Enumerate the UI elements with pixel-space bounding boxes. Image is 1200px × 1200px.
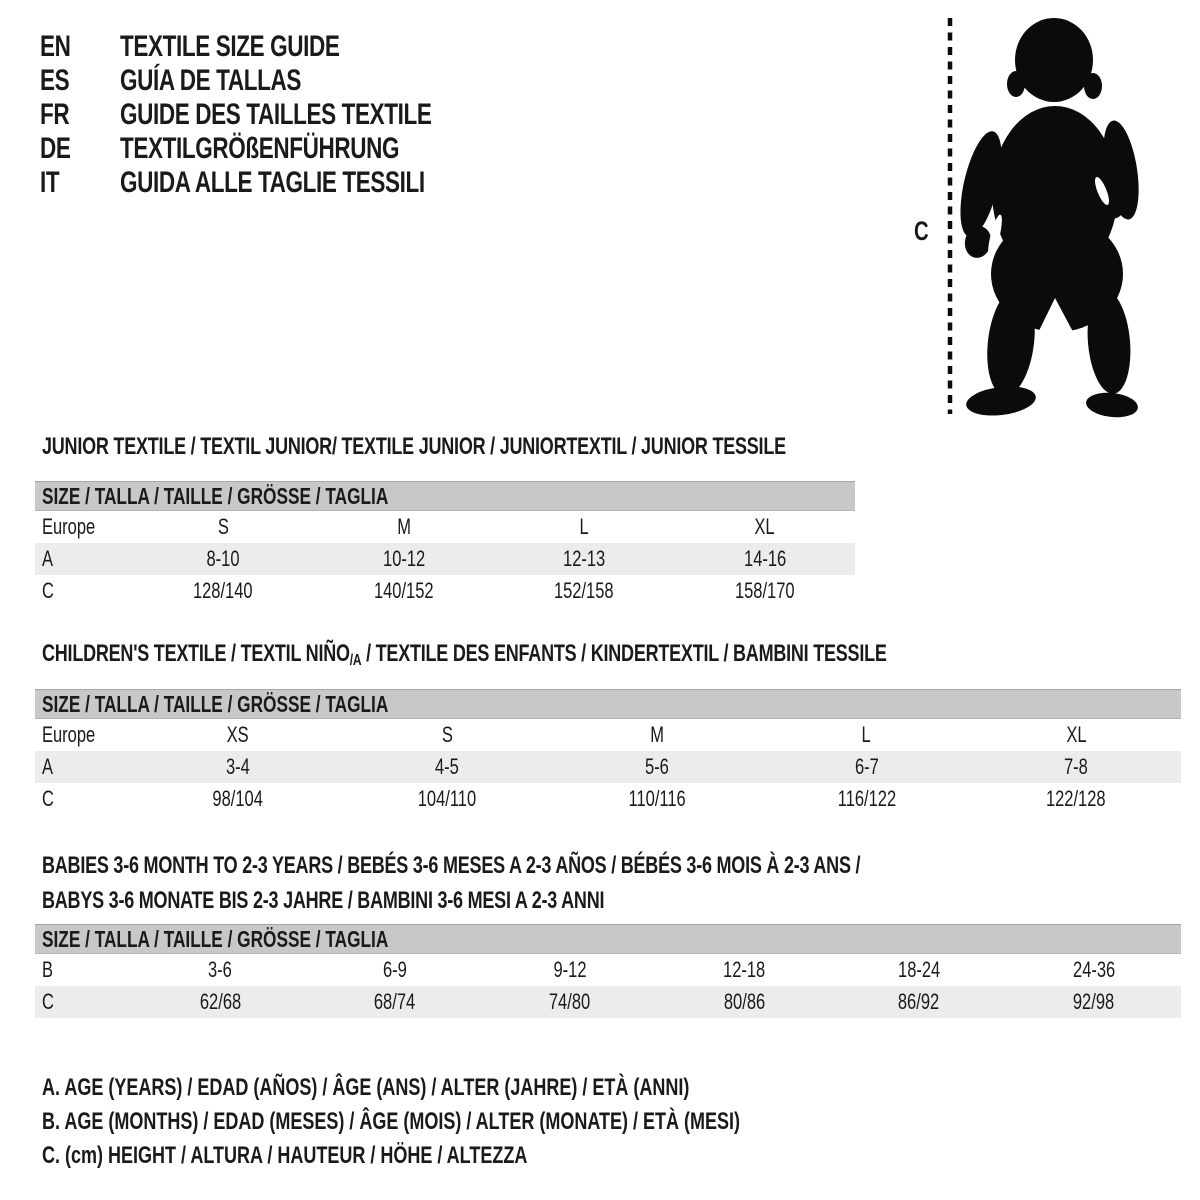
size-cell: 62/68 bbox=[199, 989, 241, 1014]
babies-title-line1: BABIES 3-6 MONTH TO 2-3 YEARS / BEBÉS 3-6 MESES A 2-3 AÑOS / BÉBÉS 3-6 MOIS À 2-3 ANS / bbox=[42, 852, 861, 879]
babies-size-table bbox=[35, 924, 1181, 1018]
children-row-europe bbox=[35, 719, 1181, 751]
legend-height-cm: C. (cm) HEIGHT / ALTURA / HAUTEUR / HÖHE / ALTEZZA bbox=[42, 1142, 528, 1169]
junior-table-header: SIZE / TALLA / TAILLE / GRÖSSE / TAGLIA bbox=[35, 481, 855, 511]
size-cell: 122/128 bbox=[1046, 786, 1106, 811]
babies-section-title bbox=[42, 848, 1133, 918]
babies-table-header: SIZE / TALLA / TAILLE / GRÖSSE / TAGLIA bbox=[35, 924, 1181, 954]
measurement-legend bbox=[42, 1071, 973, 1173]
lang-code-en: EN bbox=[40, 30, 71, 63]
lang-code-fr: FR bbox=[40, 98, 70, 131]
row-label: B bbox=[42, 957, 54, 982]
size-cell: 110/116 bbox=[628, 786, 686, 811]
height-measure-label: C bbox=[914, 216, 929, 246]
size-cell: 80/86 bbox=[723, 989, 765, 1014]
children-table-header: SIZE / TALLA / TAILLE / GRÖSSE / TAGLIA bbox=[35, 689, 1181, 719]
lang-code-es: ES bbox=[40, 64, 70, 97]
size-cell: 10-12 bbox=[382, 546, 425, 571]
legend-age-years: A. AGE (YEARS) / EDAD (AÑOS) / ÂGE (ANS) / ALTER (JAHRE) / ETÀ (ANNI) bbox=[42, 1074, 690, 1101]
lang-code-de: DE bbox=[40, 132, 71, 165]
size-cell: XL bbox=[1066, 722, 1087, 747]
lang-row-es bbox=[40, 64, 535, 98]
babies-row-height bbox=[35, 986, 1181, 1018]
size-cell: 158/170 bbox=[734, 578, 795, 603]
size-cell: 12-18 bbox=[723, 957, 766, 982]
junior-row-height bbox=[35, 575, 855, 607]
row-label: C bbox=[42, 578, 54, 603]
lang-title-es: GUÍA DE TALLAS bbox=[120, 64, 301, 97]
size-cell: 3-4 bbox=[225, 754, 250, 779]
row-label: A bbox=[42, 546, 54, 571]
row-label: C bbox=[42, 989, 54, 1014]
size-cell: M bbox=[396, 514, 411, 539]
children-section-title: CHILDREN'S TEXTILE / TEXTIL $NIÑO_{/A}$ / TEXTILE DES ENFANTS / KINDERTEXTIL / BAMBINI TESSILE bbox=[42, 640, 887, 669]
lang-title-de: TEXTILGRÖßENFÜHRUNG bbox=[120, 132, 400, 165]
lang-row-en bbox=[40, 30, 535, 64]
children-size-table bbox=[35, 689, 1181, 815]
junior-row-europe bbox=[35, 511, 855, 543]
size-cell: 152/158 bbox=[554, 578, 615, 603]
size-cell: 14-16 bbox=[743, 546, 786, 571]
size-cell: 128/140 bbox=[193, 578, 254, 603]
lang-title-en: TEXTILE SIZE GUIDE bbox=[120, 30, 340, 63]
size-cell: 104/110 bbox=[418, 786, 477, 811]
lang-row-fr bbox=[40, 98, 535, 132]
children-row-age bbox=[35, 751, 1181, 783]
junior-section-title: JUNIOR TEXTILE / TEXTIL JUNIOR/ TEXTILE JUNIOR / JUNIORTEXTIL / JUNIOR TESSILE bbox=[42, 433, 786, 460]
size-cell: 6-7 bbox=[854, 754, 879, 779]
size-cell: 6-9 bbox=[383, 957, 407, 982]
children-row-height bbox=[35, 783, 1181, 815]
size-cell: 18-24 bbox=[897, 957, 941, 982]
size-cell: 24-36 bbox=[1072, 957, 1115, 982]
size-cell: 116/122 bbox=[837, 786, 896, 811]
toddler-silhouette-icon bbox=[905, 12, 1165, 422]
size-cell: 140/152 bbox=[373, 578, 434, 603]
row-label: Europe bbox=[42, 722, 96, 747]
lang-code-it: IT bbox=[40, 166, 60, 199]
size-cell: 86/92 bbox=[898, 989, 940, 1014]
row-label: C bbox=[42, 786, 54, 811]
size-cell: S bbox=[441, 722, 453, 747]
title-subscript: /A bbox=[349, 652, 362, 669]
size-cell: 12-13 bbox=[563, 546, 606, 571]
language-title-block bbox=[40, 30, 535, 200]
babies-title-line2: BABYS 3-6 MONATE BIS 2-3 JAHRE / BAMBINI 3-6 MESI A 2-3 ANNI bbox=[42, 887, 605, 914]
size-cell: S bbox=[217, 514, 229, 539]
junior-size-table bbox=[35, 481, 855, 607]
size-cell: 9-12 bbox=[553, 957, 587, 982]
junior-row-age bbox=[35, 543, 855, 575]
lang-row-it bbox=[40, 166, 535, 200]
size-cell: XL bbox=[754, 514, 775, 539]
size-cell: M bbox=[650, 722, 664, 747]
row-label: A bbox=[42, 754, 54, 779]
size-cell: 92/98 bbox=[1073, 989, 1115, 1014]
size-cell: 8-10 bbox=[206, 546, 240, 571]
toddler-body bbox=[952, 18, 1144, 420]
row-label: Europe bbox=[42, 514, 96, 539]
size-cell: 7-8 bbox=[1064, 754, 1089, 779]
size-cell: 68/74 bbox=[374, 989, 416, 1014]
lang-title-fr: GUIDE DES TAILLES TEXTILE bbox=[120, 98, 432, 131]
lang-title-it: GUIDA ALLE TAGLIE TESSILI bbox=[120, 166, 425, 199]
size-cell: L bbox=[861, 722, 872, 747]
legend-age-months: B. AGE (MONTHS) / EDAD (MESES) / ÂGE (MOIS) / ALTER (MONATE) / ETÀ (MESI) bbox=[42, 1108, 740, 1135]
size-cell: 3-6 bbox=[208, 957, 233, 982]
size-cell: 74/80 bbox=[549, 989, 591, 1014]
size-cell: 5-6 bbox=[645, 754, 669, 779]
babies-row-months bbox=[35, 954, 1181, 986]
size-cell: L bbox=[579, 514, 589, 539]
size-cell: 4-5 bbox=[435, 754, 460, 779]
size-cell: XS bbox=[226, 722, 249, 747]
lang-row-de bbox=[40, 132, 535, 166]
size-cell: 98/104 bbox=[212, 786, 264, 811]
